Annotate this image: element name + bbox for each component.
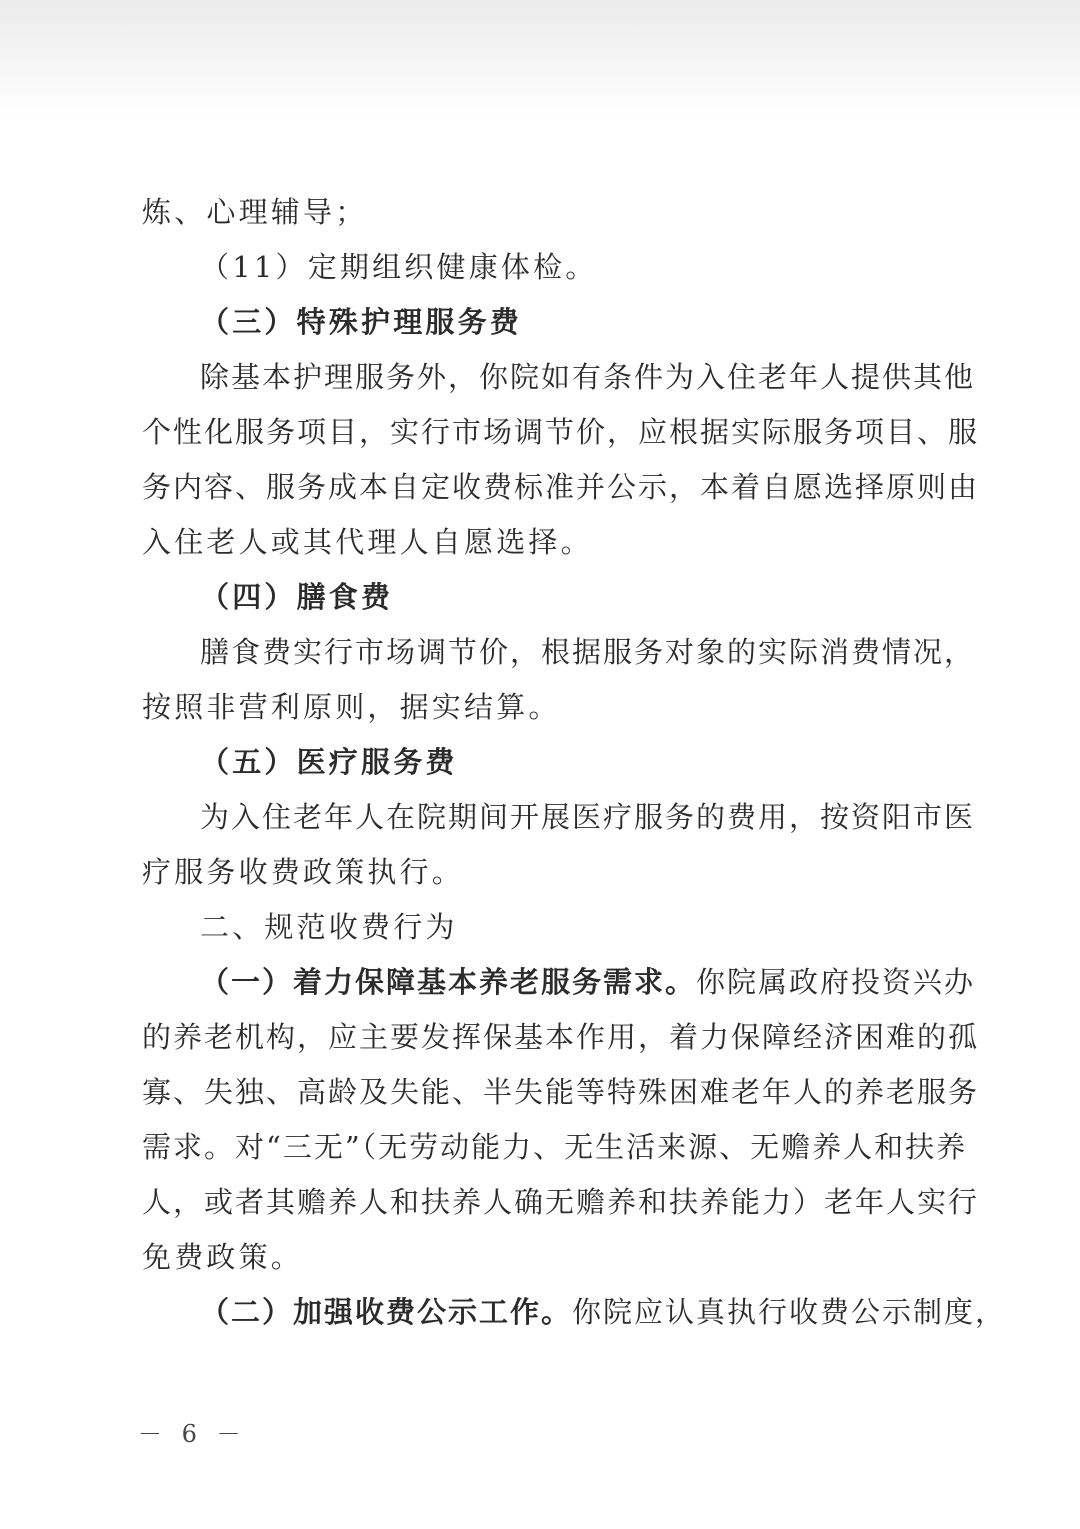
section-heading: （三）特殊护理服务费 — [200, 305, 523, 339]
paragraph-line: 为入住老年人在院期间开展医疗服务的费用，按资阳市医 — [200, 800, 976, 834]
document-body — [142, 185, 1007, 1340]
text-line: 炼、心理辅导； — [142, 195, 368, 229]
scan-shadow — [0, 0, 1080, 110]
paragraph-line: 免费政策。 — [142, 1240, 304, 1274]
section-heading: （四）膳食费 — [200, 580, 394, 614]
paragraph-line: 寡、失独、高龄及失能、半失能等特殊困难老年人的养老服务 — [142, 1075, 980, 1109]
paragraph-line: 人，或者其赡养人和扶养人确无赡养和扶养能力）老年人实行 — [142, 1185, 980, 1219]
section-heading: （五）医疗服务费 — [200, 745, 458, 779]
item-lead: （二）加强收费公示工作。 — [200, 1295, 573, 1329]
paragraph-line: 除基本护理服务外，你院如有条件为入住老年人提供其他 — [200, 360, 976, 394]
paragraph-line: 膳食费实行市场调节价，根据服务对象的实际消费情况， — [200, 635, 976, 669]
part-heading: 二、规范收费行为 — [200, 910, 458, 944]
paragraph-line: 的养老机构，应主要发挥保基本作用，着力保障经济困难的孤 — [142, 1020, 980, 1054]
paragraph-line — [142, 1285, 1007, 1340]
page-number: － 6 － — [138, 1420, 247, 1448]
item-lead: （一）着力保障基本养老服务需求。 — [200, 965, 697, 999]
text-line: （11）定期组织健康体检。 — [200, 250, 598, 284]
paragraph-line — [142, 955, 976, 1010]
paragraph-line: 需求。对“三无”（无劳动能力、无生活来源、无赡养人和扶养 — [142, 1130, 968, 1164]
paragraph-line: 入住老人或其代理人自愿选择。 — [142, 525, 593, 559]
item-text: 你院属政府投资兴办 — [696, 965, 976, 999]
paragraph-line: 疗服务收费政策执行。 — [142, 855, 465, 889]
paragraph-line: 务内容、服务成本自定收费标准并公示，本着自愿选择原则由 — [142, 470, 980, 504]
paragraph-line: 个性化服务项目，实行市场调节价，应根据实际服务项目、服 — [142, 415, 980, 449]
paragraph-line: 按照非营利原则，据实结算。 — [142, 690, 561, 724]
item-text: 你院应认真执行收费公示制度， — [572, 1295, 1007, 1329]
